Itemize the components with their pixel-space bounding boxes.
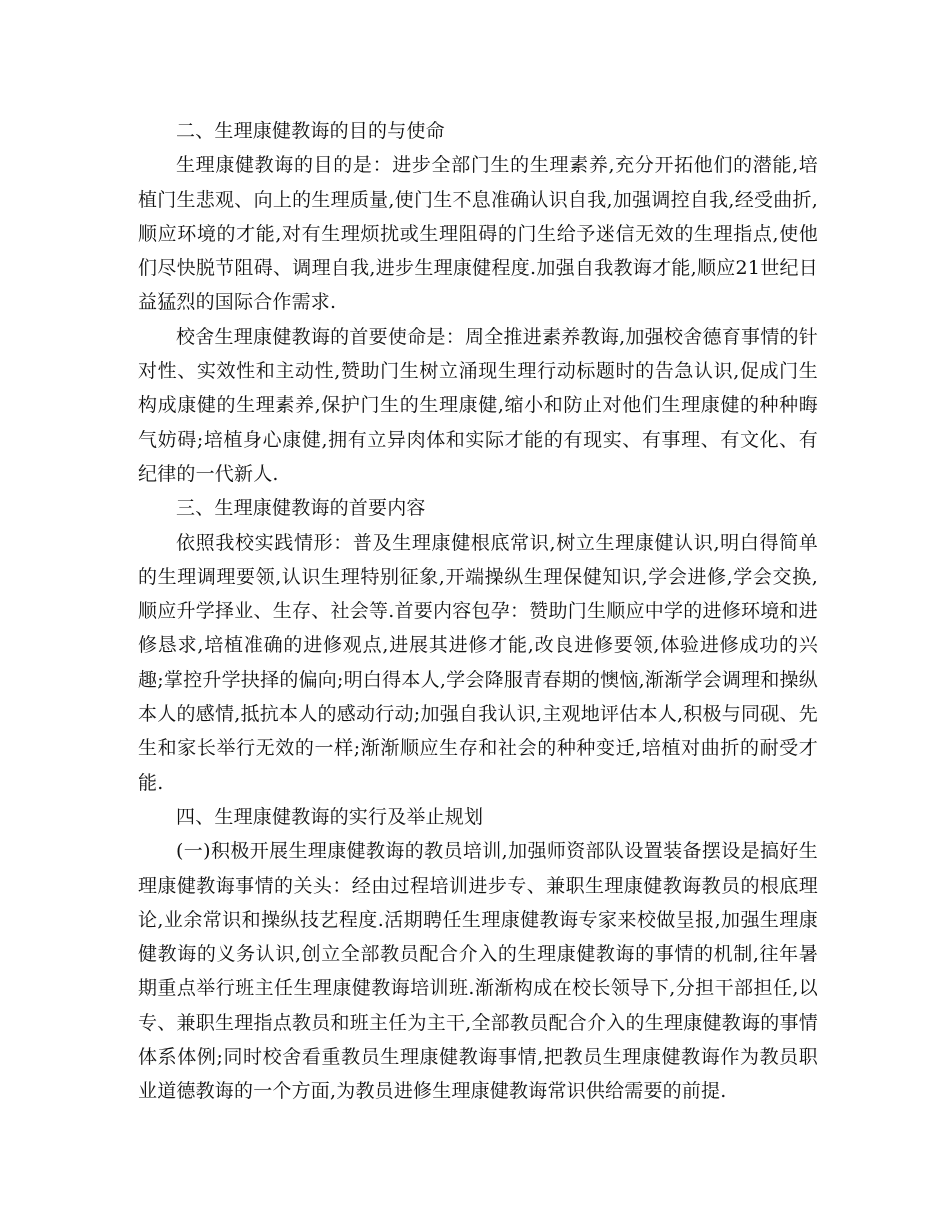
- section-heading: 二、生理康健教诲的目的与使命: [176, 120, 445, 142]
- document-body: [138, 114, 818, 1109]
- paragraph: 依照我校实践情形：普及生理康健根底常识,树立生理康健认识,明白得简单的生理调理要领,认识生理特别征象,开端操纵生理保健知识,学会进修,学会交换,顺应升学择业、生存、社会等.首要内容包孕：赞助门生顺应中学的进修环境和进修恳求,培植准确的进修观点,进展其进修才能,改良进修要领,体验进修成功的兴趣;掌控升学抉择的偏向;明白得本人,学会降服青春期的懊恼,渐渐学会调理和操纵本人的感情,抵抗本人的感动行动;加强自我认识,主观地评估本人,积极与同砚、先生和家长举行无效的一样;渐渐顺应生存和社会的种种变迁,培植对曲折的耐受才能.: [138, 531, 818, 794]
- paragraph: 校舍生理康健教诲的首要使命是：周全推进素养教诲,加强校舍德育事情的针对性、实效性和主动性,赞助门生树立涌现生理行动标题时的告急认识,促成门生构成康健的生理素养,保护门生的生理康健,缩小和防止对他们生理康健的种种晦气妨碍;培植身心康健,拥有立异肉体和实际才能的有现实、有事理、有文化、有纪律的一代新人.: [138, 325, 818, 485]
- paragraph: 生理康健教诲的目的是：进步全部门生的生理素养,充分开拓他们的潜能,培植门生悲观、向上的生理质量,使门生不息准确认识自我,加强调控自我,经受曲折,顺应环境的才能,对有生理烦扰或生理阻碍的门生给予迷信无效的生理指点,使他们尽快脱节阻碍、调理自我,进步生理康健程度.加强自我教诲才能,顺应21世纪日益猛烈的国际合作需求.: [138, 154, 818, 314]
- paragraph: (一)积极开展生理康健教诲的教员培训,加强师资部队设置装备摆设是搞好生理康健教诲事情的关头：经由过程培训进步专、兼职生理康健教诲教员的根底理论,业余常识和操纵技艺程度.活期聘任生理康健教诲专家来校做呈报,加强生理康健教诲的义务认识,创立全部教员配合介入的生理康健教诲的事情的机制,往年暑期重点举行班主任生理康健教诲培训班.渐渐构成在校长领导下,分担干部担任,以专、兼职生理指点教员和班主任为主干,全部教员配合介入的生理康健教诲的事情体系体例;同时校舍看重教员生理康健教诲事情,把教员生理康健教诲作为教员职业道德教诲的一个方面,为教员进修生理康健教诲常识供给需要的前提.: [138, 840, 818, 1103]
- section-heading: 四、生理康健教诲的实行及举止规划: [176, 805, 484, 828]
- section-heading: 三、生理康健教诲的首要内容: [176, 497, 426, 520]
